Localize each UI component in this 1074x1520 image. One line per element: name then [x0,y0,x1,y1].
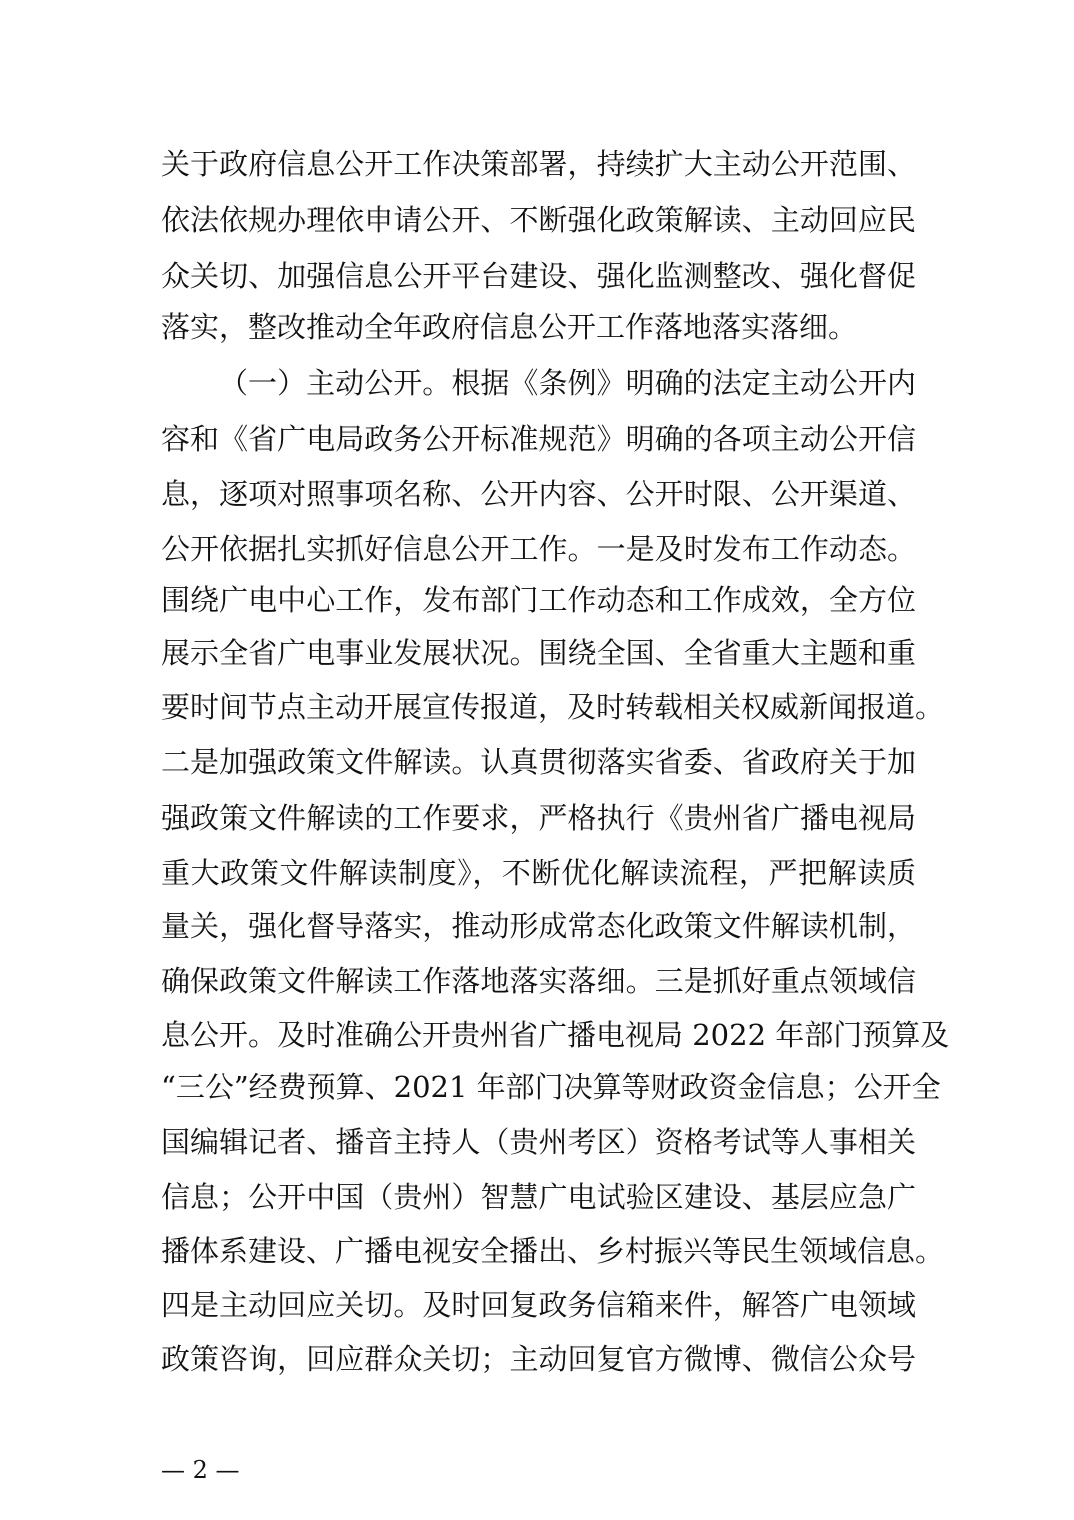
body-text-line: 息公开。及时准确公开贵州省广播电视局 2022 年部门预算及 [161,1018,950,1052]
body-text-line: 关于政府信息公开工作决策部署，持续扩大主动公开范围、 [161,147,916,181]
body-text-line: 国编辑记者、播音主持人（贵州考区）资格考试等人事相关 [161,1125,916,1159]
body-text-line: 二是加强政策文件解读。认真贯彻落实省委、省政府关于加 [161,745,916,779]
body-text-line: 依法依规办理依申请公开、不断强化政策解读、主动回应民 [161,203,916,237]
body-text-line: 政策咨询，回应群众关切；主动回复官方微博、微信公众号 [161,1342,916,1376]
body-text-line: 量关，强化督导落实，推动形成常态化政策文件解读机制， [161,909,916,943]
body-text-line: 众关切、加强信息公开平台建设、强化监测整改、强化督促 [161,259,916,293]
body-text-line: 公开依据扎实抓好信息公开工作。一是及时发布工作动态。 [161,532,916,566]
body-text-line: 重大政策文件解读制度》，不断优化解读流程，严把解读质 [161,856,916,890]
body-text-line: 播体系建设、广播电视安全播出、乡村振兴等民生领域信息。 [161,1234,945,1268]
body-text-line: 落实，整改推动全年政府信息公开工作落地落实落细。 [161,310,858,344]
section-heading-line: （一）主动公开。根据《条例》明确的法定主动公开内 [219,366,916,400]
body-text-line: “三公”经费预算、2021 年部门决算等财政资金信息；公开全 [161,1070,941,1104]
body-text-line: 强政策文件解读的工作要求，严格执行《贵州省广播电视局 [161,801,916,835]
page-number: — 2 — [161,1456,240,1484]
body-text-line: 展示全省广电事业发展状况。围绕全国、全省重大主题和重 [161,636,916,670]
body-text-line: 围绕广电中心工作，发布部门工作动态和工作成效，全方位 [161,583,916,617]
body-text-line: 信息；公开中国（贵州）智慧广电试验区建设、基层应急广 [161,1180,916,1214]
body-text-line: 息，逐项对照事项名称、公开内容、公开时限、公开渠道、 [161,477,916,511]
body-text-line: 四是主动回应关切。及时回复政务信箱来件，解答广电领域 [161,1288,916,1322]
body-text-line: 容和《省广电局政务公开标准规范》明确的各项主动公开信 [161,422,916,456]
body-text-line: 要时间节点主动开展宣传报道，及时转载相关权威新闻报道。 [161,690,945,724]
body-text-line: 确保政策文件解读工作落地落实落细。三是抓好重点领域信 [161,964,916,998]
